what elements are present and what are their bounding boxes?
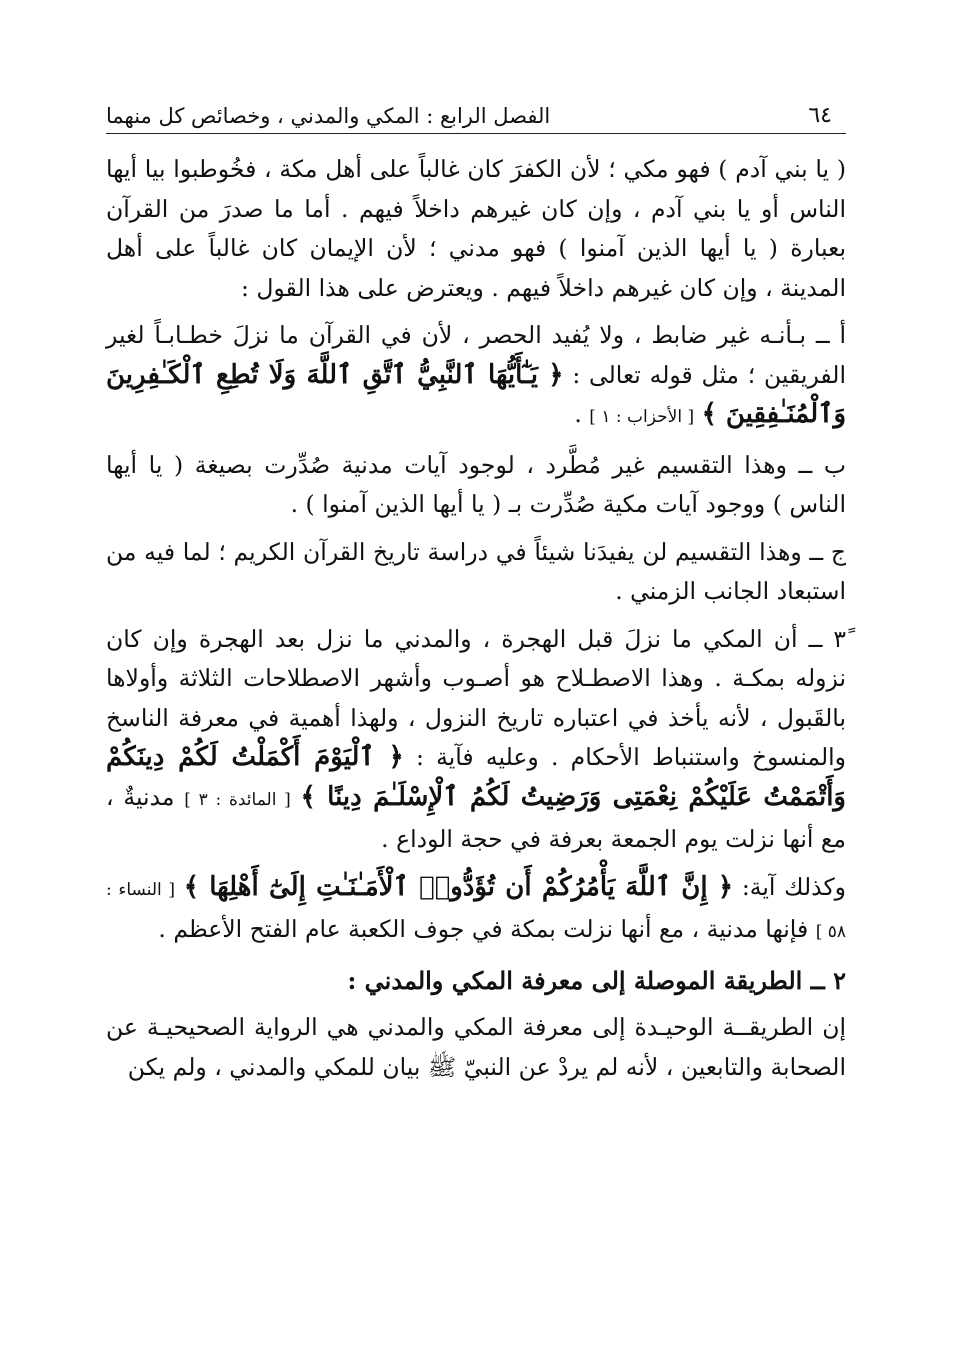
paragraph xyxy=(106,316,846,438)
paragraph xyxy=(106,620,846,860)
paragraph-text: إن الطريقــة الوحيـدة إلى معرفة المكي والمدني هي الرواية الصحيحيـة عن الصحابة والتابعين ، لأنه لم يردْ عن النبيّ ﷺ بيان للمكي والمدني ، ولم يكن xyxy=(106,1013,846,1081)
page-body xyxy=(106,150,846,1095)
paragraph xyxy=(106,1008,846,1087)
paragraph-text: ج ــ وهذا التقسيم لن يفيدَنا شيئاً في دراسة تاريخ القرآن الكريم ؛ لما فيه من استبعاد الجانب الزمني . xyxy=(106,537,846,605)
verse-reference: [ الأحزاب : ١ ] xyxy=(589,407,695,427)
paragraph xyxy=(106,533,846,612)
chapter-title: الفصل الرابع : المكي والمدني ، وخصائص كل منهما xyxy=(106,104,551,128)
paragraph-text: فإنها مدنية ، مع أنها نزلت بمكة في جوف الكعبة عام الفتح الأعظم . xyxy=(158,915,816,943)
verse-reference: [ النساء : ٥٨ ] xyxy=(106,879,846,942)
quran-verse: ﴿ إِنَّ ٱللَّهَ يَأْمُرُكُمْ أَن تُؤَدُّوا۟ ٱلْأَمَـٰنَـٰتِ إِلَىٰٓ أَهْلِهَا ﴾ xyxy=(183,871,734,902)
paragraph xyxy=(106,150,846,308)
paragraph-text: أ ــ بـأنـه غير ضابط ، ولا يُفيد الحصر ، لأن في القرآن ما نزلَ خطـابـاً لغير الفريقين ؛ مثل قوله تعالى : xyxy=(106,321,846,389)
verse-reference: [ المائدة : ٣ ] xyxy=(184,789,291,810)
paragraph-text: ٣ً ــ أن المكي ما نزلَ قبل الهجرة ، والمدني ما نزل بعد الهجرة وإن كان نزوله بمكـة . وهذا الاصطـلاح هو أصـوب وأشهر الاصطلاحات الثلاثة وأولاها بالقَبول ، لأنه يأخذ في اعتباره تاريخ النزول ، ولهذا أهمية في معرفة الناسخ والمنسوخ واستنباط الأحكام . وعليه فآية : xyxy=(106,624,846,771)
quran-verse: ﴿ ٱلْيَوْمَ أَكْمَلْتُ لَكُمْ دِينَكُمْ وَأَتْمَمْتُ عَلَيْكُمْ نِعْمَتِى وَرَضِيتُ لَكُمُ ٱلْإِسْلَـٰمَ دِينًا ﴾ xyxy=(106,742,846,812)
page-number: ٦٤ xyxy=(808,103,832,128)
page-header xyxy=(106,84,846,128)
section-heading: ٢ ــ الطريقة الموصلة إلى معرفة المكي والمدني : xyxy=(347,965,846,995)
paragraph xyxy=(106,446,846,525)
paragraph-text: ( يا بني آدم ) فهو مكي ؛ لأن الكفرَ كان غالباً على أهل مكة ، فخُوطبوا بيا أيها الناس أو يا بني آدم ، وإن كان غيرهم داخلاً فيهم . أما ما صدرَ من القرآن بعبارة ( يا أيها الذين آمنوا ) فهو مدني ؛ لأن الإيمان كان غالباً على أهل المدينة ، وإن كان غيرهم داخلاً فيهم . ويعترض على هذا القول : xyxy=(106,155,846,302)
quran-verse: ﴿ يَـٰٓأَيُّهَا ٱلنَّبِيُّ ٱتَّقِ ٱللَّهَ وَلَا تُطِعِ ٱلْكَـٰفِرِينَ وَٱلْمُنَـٰفِقِينَ ﴾ xyxy=(106,359,846,429)
paragraph xyxy=(106,868,846,953)
paragraph-text: وكذلك آية: xyxy=(733,872,846,901)
paragraph-text: . xyxy=(574,400,590,428)
header-rule xyxy=(106,133,846,134)
paragraph-text: مدنيةٌ ، مع أنها نزلت يوم الجمعة بعرفة في حجة الوداع . xyxy=(106,782,846,853)
paragraph-text: ب ــ وهذا التقسيم غير مُطَّرد ، لوجود آيات مدنية صُدِّرت بصيغة ( يا أيها الناس ) ووجود آيات مكية صُدِّرت بـ ( يا أيها الذين آمنوا ) . xyxy=(106,450,846,518)
